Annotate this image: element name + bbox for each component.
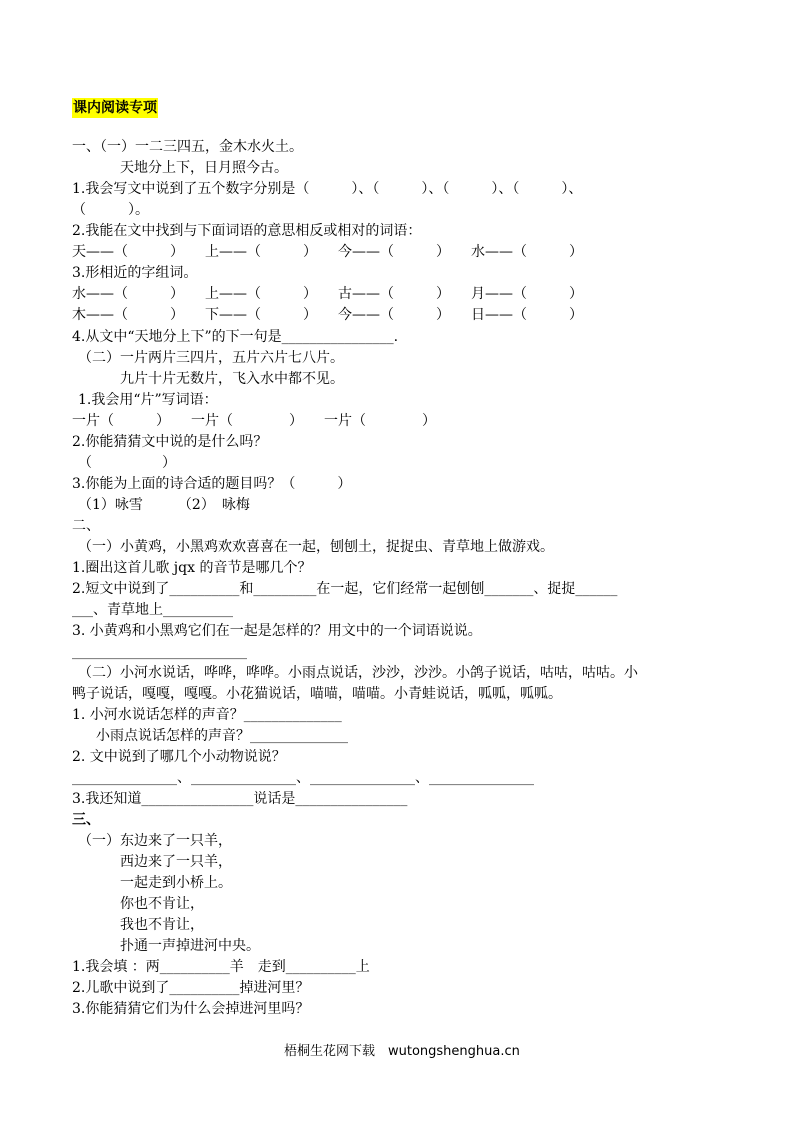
worksheet-line: 天——（ ） 上——（ ） 今——（ ） 水——（ ） [72,244,583,260]
worksheet-line: 一起走到小桥上。 [120,875,232,891]
footer-text: 梧桐生花网下载 wutongshenghua.cn [284,1044,520,1059]
worksheet-line: _________________________ [72,644,247,660]
worksheet-line: 3.形相近的字组词。 [72,265,198,281]
worksheet-line: 3.我还知道________________说话是________________ [72,791,408,807]
worksheet-line: 1.圈出这首儿歌 jqx 的音节是哪几个？ [72,560,312,576]
worksheet-line: （ ） [78,455,176,471]
worksheet-line: （二）一片两片三四片，五片六片七八片。 [78,350,344,366]
worksheet-line: 3.你能猜猜它们为什么会掉进河里吗？ [72,1001,310,1017]
worksheet-line: 1.我会填 ：两__________羊 走到__________上 [72,959,370,975]
page-title: 课内阅读专项 [73,100,157,116]
worksheet-line: _______________、_______________、_______________、_______________ [72,770,534,786]
worksheet-line: 九片十片无数片，飞入水中都不见。 [120,371,344,387]
worksheet-line: ___、青草地上__________ [72,602,233,618]
worksheet-line: 一、（一）一二三四五，金木水火土。 [72,139,303,155]
worksheet-line: 西边来了一只羊， [120,854,232,870]
worksheet-line: 三、 [72,812,100,828]
worksheet-line: 天地分上下，日月照今古。 [120,160,288,176]
worksheet-line: 一片（ ） 一片（ ） 一片（ ） [72,413,436,429]
worksheet-line: 2.儿歌中说到了__________掉进河里？ [72,980,310,996]
worksheet-line: （一）东边来了一只羊， [78,833,232,849]
worksheet-line: 扑通一声掉进河中央。 [120,938,260,954]
worksheet-line: （ ）。 [72,202,149,218]
worksheet-line: 2.短文中说到了__________和_________在一起，它们经常一起刨刨_______、捉捉______ [72,581,618,597]
worksheet-line: （一）小黄鸡，小黑鸡欢欢喜喜在一起，刨刨土，捉捉虫、青草地上做游戏。 [78,539,554,555]
worksheet-line: 4.从文中“天地分上下”的下一句是________________. [72,329,399,345]
worksheet-line: 鸭子说话，嘎嘎，嘎嘎。小花猫说话，喵喵，喵喵。小青蛙说话，呱呱，呱呱。 [72,686,562,702]
worksheet-line: （二）小河水说话，哗哗，哗哗。小雨点说话，沙沙，沙沙。小鸽子说话，咕咕，咕咕。小 [78,665,638,681]
worksheet-line: 1.我会写文中说到了五个数字分别是（ ）、（ ）、（ ）、（ ）、 [72,181,583,197]
worksheet-line: 1.我会用“片”写词语： [78,392,218,408]
worksheet-line: 二、 [72,518,100,534]
worksheet-line: 木——（ ） 下——（ ） 今——（ ） 日——（ ） [72,307,583,323]
worksheet-line: （1）咏雪 （2） 咏梅 [78,497,250,513]
worksheet-line: 2.我能在文中找到与下面词语的意思相反或相对的词语： [72,223,422,239]
worksheet-line: 1. 小河水说话怎样的声音？______________ [72,707,342,723]
worksheet-line: 我也不肯让， [120,917,204,933]
worksheet-line: 2. 文中说到了哪几个小动物说说？ [72,749,286,765]
worksheet-line: 你也不肯让， [120,896,204,912]
worksheet-line: 3.你能为上面的诗合适的题目吗？（ ） [72,476,352,492]
worksheet-line: 2.你能猜猜文中说的是什么吗？ [72,434,268,450]
worksheet-line: 水——（ ） 上——（ ） 古——（ ） 月——（ ） [72,286,583,302]
worksheet-line: 小雨点说话怎样的声音？______________ [96,728,348,744]
worksheet-line: 3. 小黄鸡和小黑鸡它们在一起是怎样的？用文中的一个词语说说。 [72,623,482,639]
